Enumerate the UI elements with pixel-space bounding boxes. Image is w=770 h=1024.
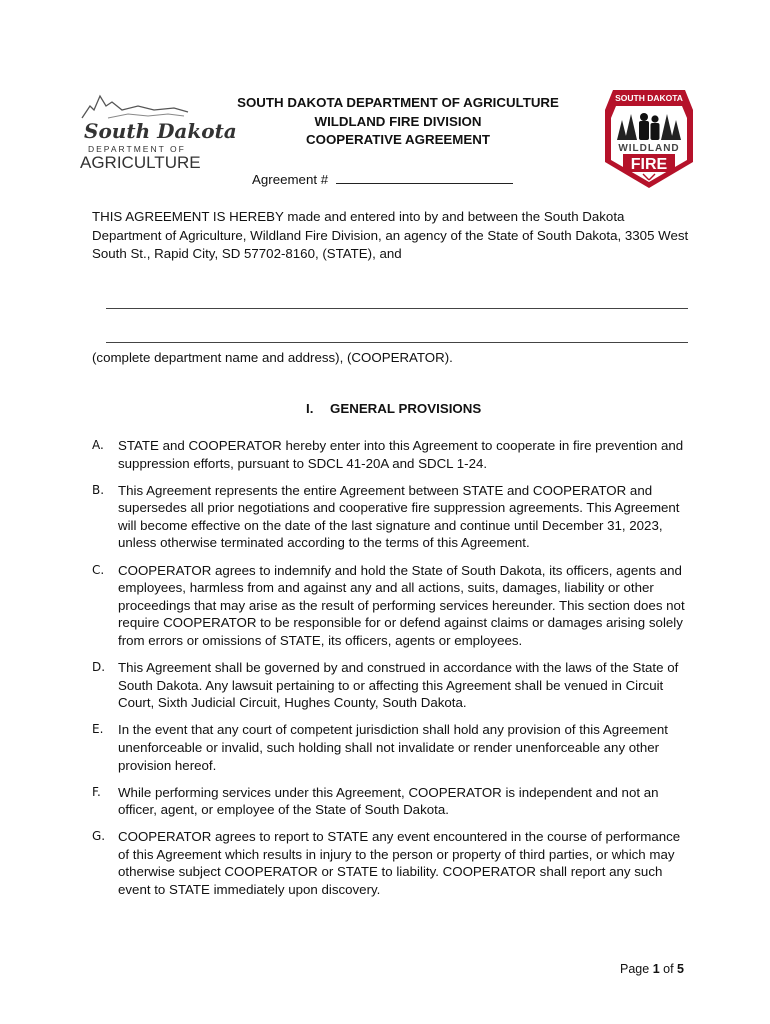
section-heading: [306, 401, 481, 416]
header-line-1: SOUTH DAKOTA DEPARTMENT OF AGRICULTURE: [237, 95, 559, 110]
provision-letter: E.: [92, 722, 104, 737]
agreement-number-label: Agreement #: [252, 172, 329, 187]
provision-item: [92, 482, 692, 552]
provision-text: COOPERATOR agrees to report to STATE any event encountered in the course of performance of this Agreement which results in injury to the person or property of third parties, or which may otherwise subject COOPERATOR or STATE to liability. COOPERATOR shall report any such event to STATE immediately upon discovery.: [118, 829, 681, 898]
svg-text:FIRE: FIRE: [630, 156, 668, 173]
current-page: 1: [652, 962, 660, 976]
section-title: GENERAL PROVISIONS: [330, 401, 482, 416]
provision-text: This Agreement shall be governed by and construed in accordance with the laws of the State of South Dakota. Any lawsuit pertaining to or affecting this Agreement shall be venued in Circuit Court, Sixth Judicial Circuit, Hughes County, South Dakota.: [118, 660, 679, 711]
provision-item: [92, 659, 692, 712]
intro-paragraph: THIS AGREEMENT IS HEREBY made and entered into by and between the South Dakota Department of Agriculture, Wildland Fire Division, an agency of the State of South Dakota, 3305 West South St., Rapid City, SD 57702-8160, (STATE), and: [92, 209, 689, 261]
provision-letter: C.: [92, 562, 105, 577]
provision-item: [92, 721, 692, 774]
agreement-number-line: [252, 170, 513, 187]
provision-letter: A.: [92, 438, 104, 452]
provision-letter: F.: [92, 784, 101, 799]
document-header: [200, 94, 596, 150]
cooperator-address-line[interactable]: [106, 342, 688, 343]
agreement-number-field[interactable]: [336, 170, 513, 184]
provision-item: [92, 784, 692, 819]
provision-text: COOPERATOR agrees to indemnify and hold the State of South Dakota, its officers, agents and employees, harmless from and against any and all actions, suits, damages, liability or other proceedings that may arise as the result of performing services hereunder. This section does not require COOPERATOR to be responsible for or defend against claims or damages arising solely from errors or omissions of STATE, its officers, agents or employees.: [118, 562, 685, 648]
svg-text:SOUTH DAKOTA: SOUTH DAKOTA: [615, 93, 683, 103]
provision-item: [92, 437, 692, 472]
of-word: of: [663, 962, 674, 976]
provision-text: This Agreement represents the entire Agreement between STATE and COOPERATOR and supersedes all prior negotiations and cooperative fire suppression agreements. This Agreement will become effective on the date of the last signature and continue until December 31, 2023, unless otherwise terminated according to the terms of this Agreement.: [118, 482, 680, 551]
svg-text:AGRICULTURE: AGRICULTURE: [80, 153, 201, 172]
provisions-list: [92, 437, 692, 908]
cooperator-caption: (complete department name and address), (COOPERATOR).: [92, 350, 453, 365]
header-line-3: COOPERATIVE AGREEMENT: [306, 132, 490, 148]
total-pages: 5: [677, 962, 684, 976]
provision-item: [92, 562, 692, 650]
page-word: Page: [620, 962, 650, 976]
header-line-2: WILDLAND FIRE DIVISION: [314, 113, 482, 129]
section-number: I.: [306, 401, 314, 416]
provision-letter: B.: [92, 482, 105, 497]
sd-agriculture-logo: [78, 88, 237, 172]
provision-text: STATE and COOPERATOR hereby enter into this Agreement to cooperate in fire prevention and suppression efforts, pursuant to SDCL 41-20A and SDCL 1-24.: [118, 438, 684, 471]
page-number: [620, 962, 684, 976]
provision-item: [92, 828, 692, 898]
provision-letter: D.: [92, 660, 106, 675]
provision-letter: G.: [92, 829, 106, 844]
svg-text:WILDLAND: WILDLAND: [618, 143, 680, 154]
provision-text: In the event that any court of competent jurisdiction shall hold any provision of this Agreement unenforceable or invalid, such holding shall not invalidate or render unenforceable any other provision hereof.: [118, 722, 668, 773]
sd-wildland-fire-logo: [603, 88, 695, 190]
cooperator-name-line[interactable]: [106, 308, 688, 309]
svg-text:DEPARTMENT OF: DEPARTMENT OF: [88, 144, 186, 154]
provision-text: While performing services under this Agreement, COOPERATOR is independent and not an officer, agent, or employee of the State of South Dakota.: [118, 784, 659, 818]
svg-text:South Dakota: South Dakota: [84, 119, 237, 143]
